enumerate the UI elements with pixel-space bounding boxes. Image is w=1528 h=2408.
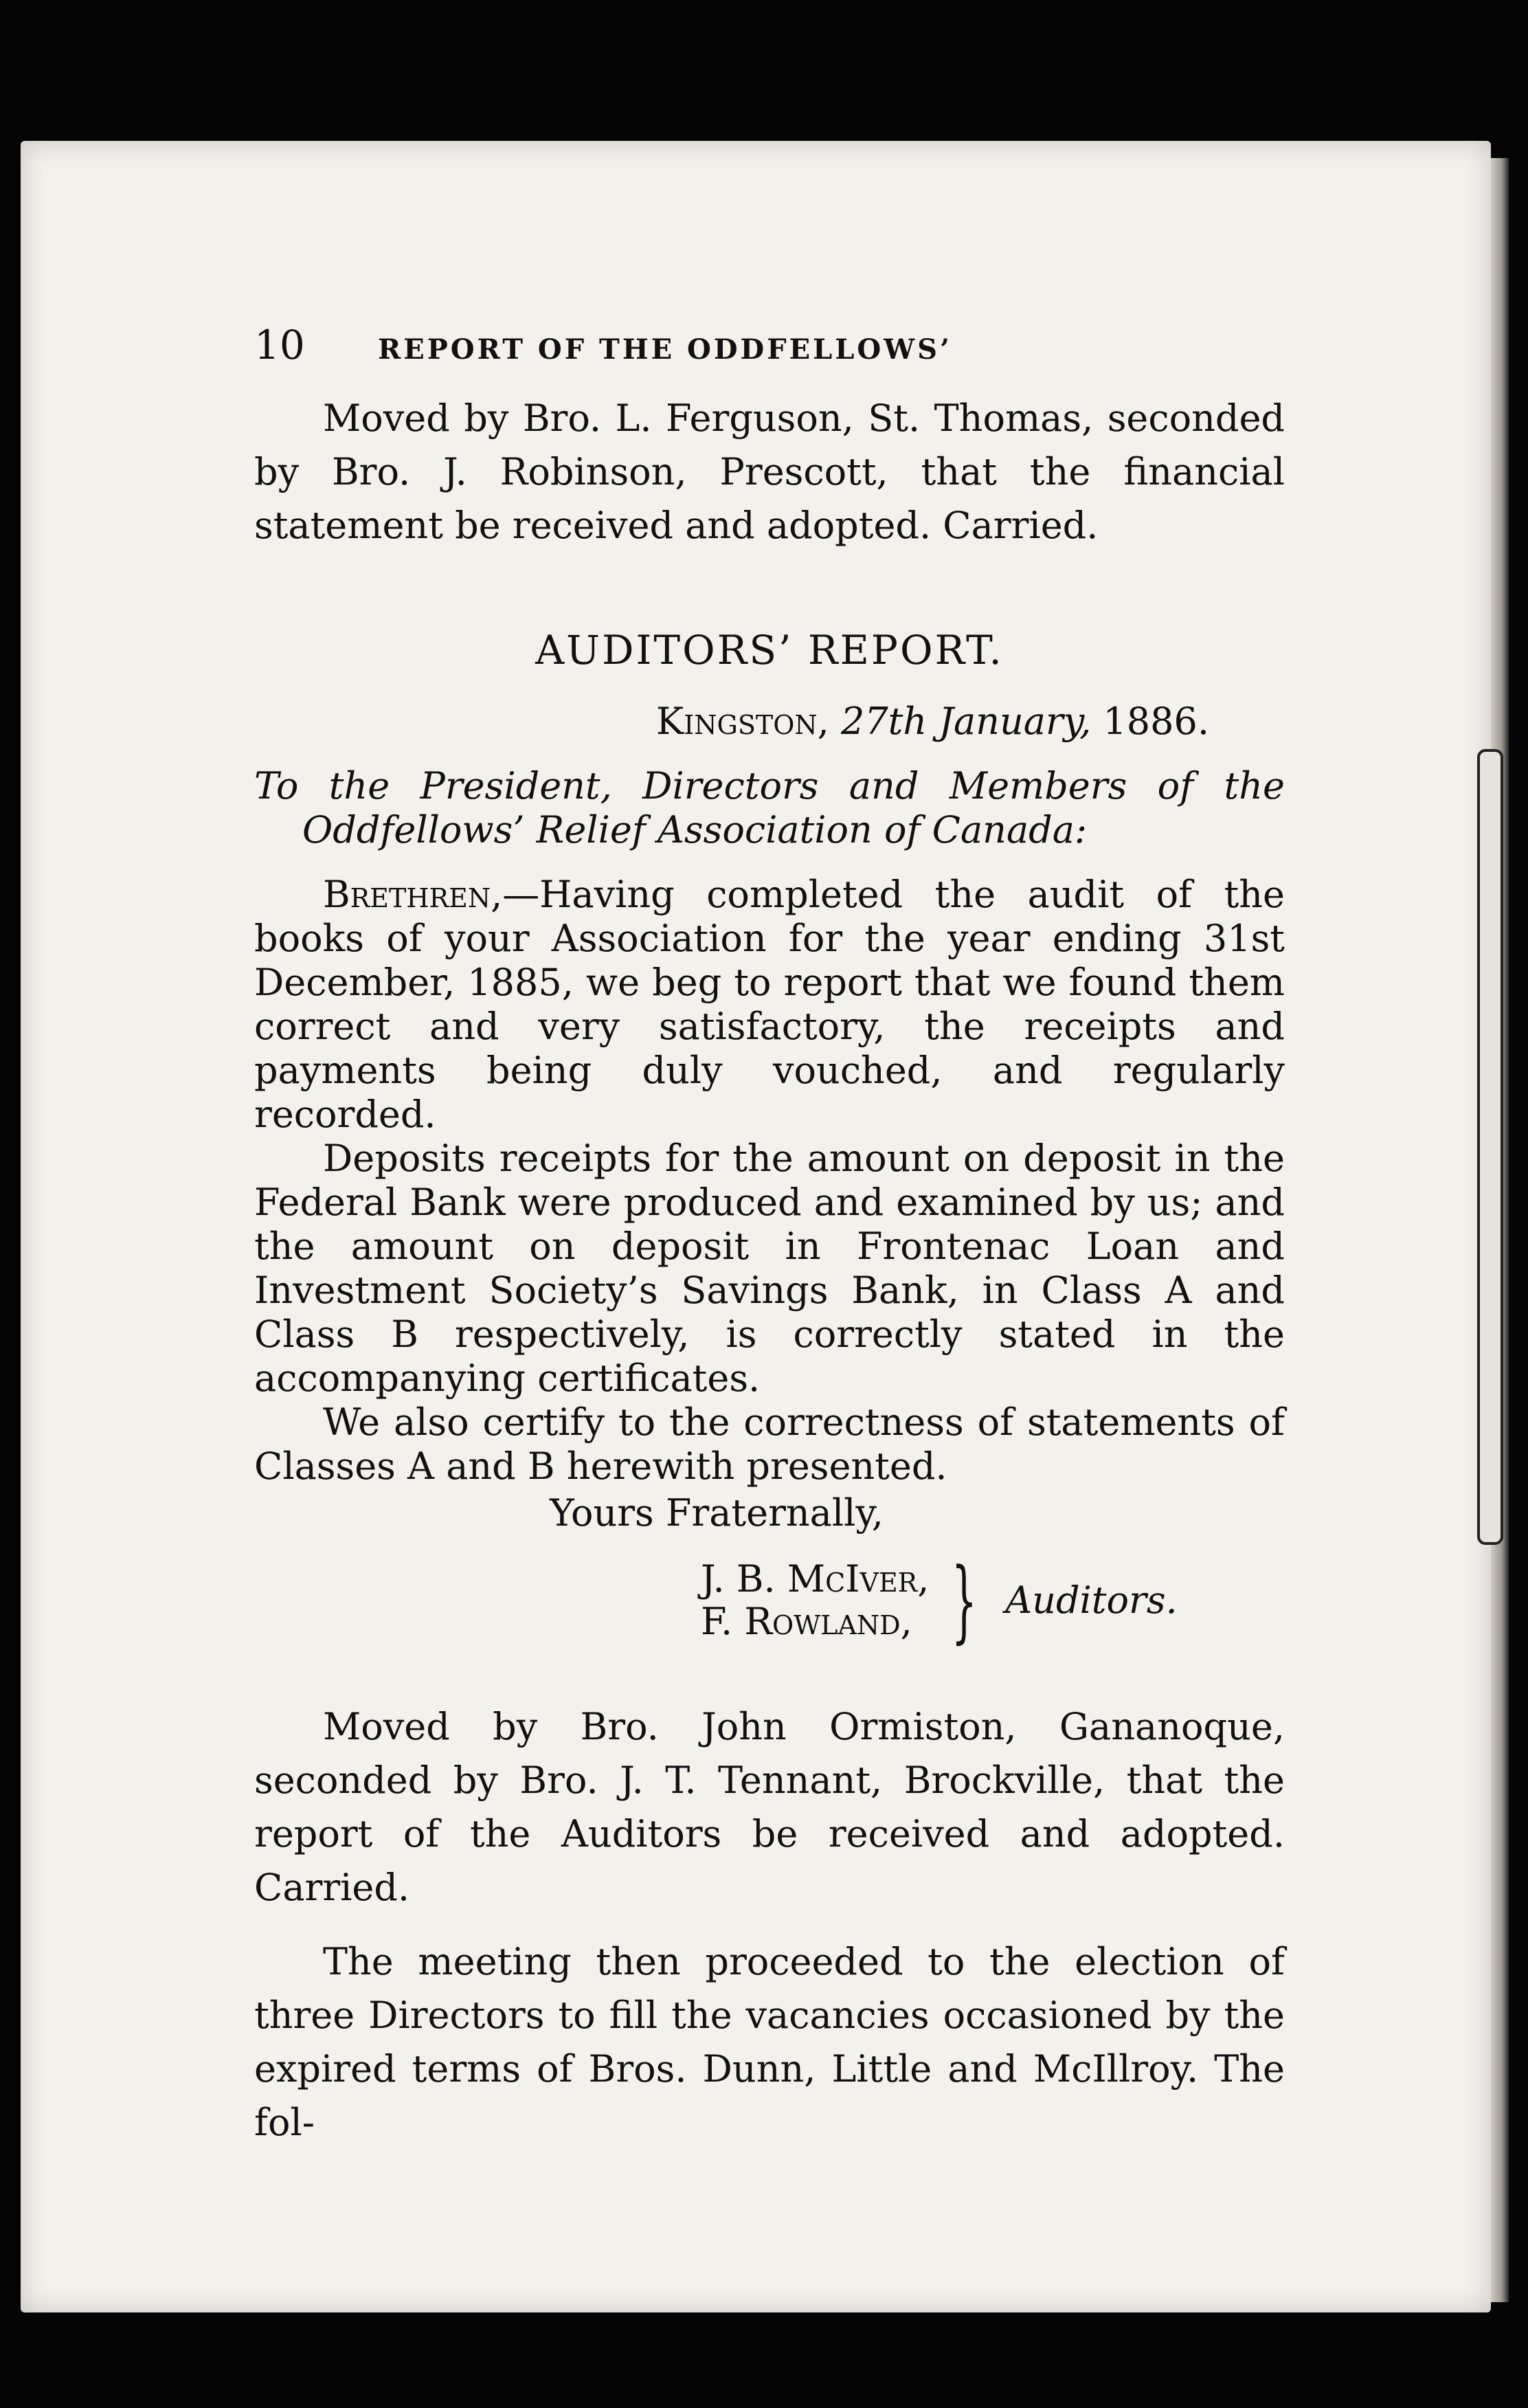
signatory-1: J. B. McIver, (701, 1557, 930, 1601)
report-paragraph-3: We also certify to the correctness of statements of Classes A and B herewith presented. (254, 1401, 1285, 1488)
signatories (701, 1558, 929, 1643)
report-paragraph-1-text: —Having completed the audit of the books of your Association for the year ending 31st December, 1885, we beg to report that we found them correct and very satisfactory, the receipts and payments being duly vouched, and regularly recorded. (254, 873, 1285, 1136)
salutation: Brethren, (323, 873, 503, 916)
motion-financial-statement: Moved by Bro. L. Ferguson, St. Thomas, seconded by Bro. J. Robinson, Prescott, that the financial statement be received and adopted. Carried. (254, 397, 1285, 547)
report-paragraph-1 (254, 873, 1285, 1137)
signatory-2: F. Rowland, (701, 1600, 912, 1643)
page-tab (1477, 749, 1503, 1545)
brace-icon: } (952, 1548, 978, 1653)
page-text (254, 323, 1285, 2150)
dateline-year: 1886. (1103, 700, 1209, 743)
signatory-role: Auditors. (1005, 1579, 1178, 1622)
report-dateline (254, 700, 1209, 744)
signature-block (701, 1548, 1285, 1653)
page-number: 10 (254, 322, 305, 368)
motion-auditors-report: Moved by Bro. John Ormiston, Gananoque, seconded by Bro. J. T. Tennant, Brockville, that the report of the Auditors be received and adopted. Carried. (254, 1705, 1285, 1909)
report-heading: AUDITORS’ REPORT. (535, 627, 1004, 673)
running-header (254, 323, 1285, 371)
dateline-place: Kingston, (655, 700, 829, 743)
closing: Yours Fraternally, (550, 1491, 884, 1535)
report-address: To the President, Directors and Members of the Oddfellows’ Relief Association of Canada: (254, 764, 1285, 851)
running-title: REPORT OF THE ODDFELLOWS’ (378, 333, 952, 366)
election-paragraph: The meeting then proceeded to the election of three Directors to fill the vacancies occasioned by the expired terms of Bros. Dunn, Little and McIllroy. The fol- (254, 1940, 1285, 2144)
dateline-date: 27th January, (840, 700, 1092, 743)
report-paragraph-2: Deposits receipts for the amount on deposit in the Federal Bank were produced and examined by us; and the amount on deposit in Frontenac Loan and Investment Society’s Savings Bank, in Class A and Class B respectively, is correctly stated in the accompanying certificates. (254, 1137, 1285, 1400)
